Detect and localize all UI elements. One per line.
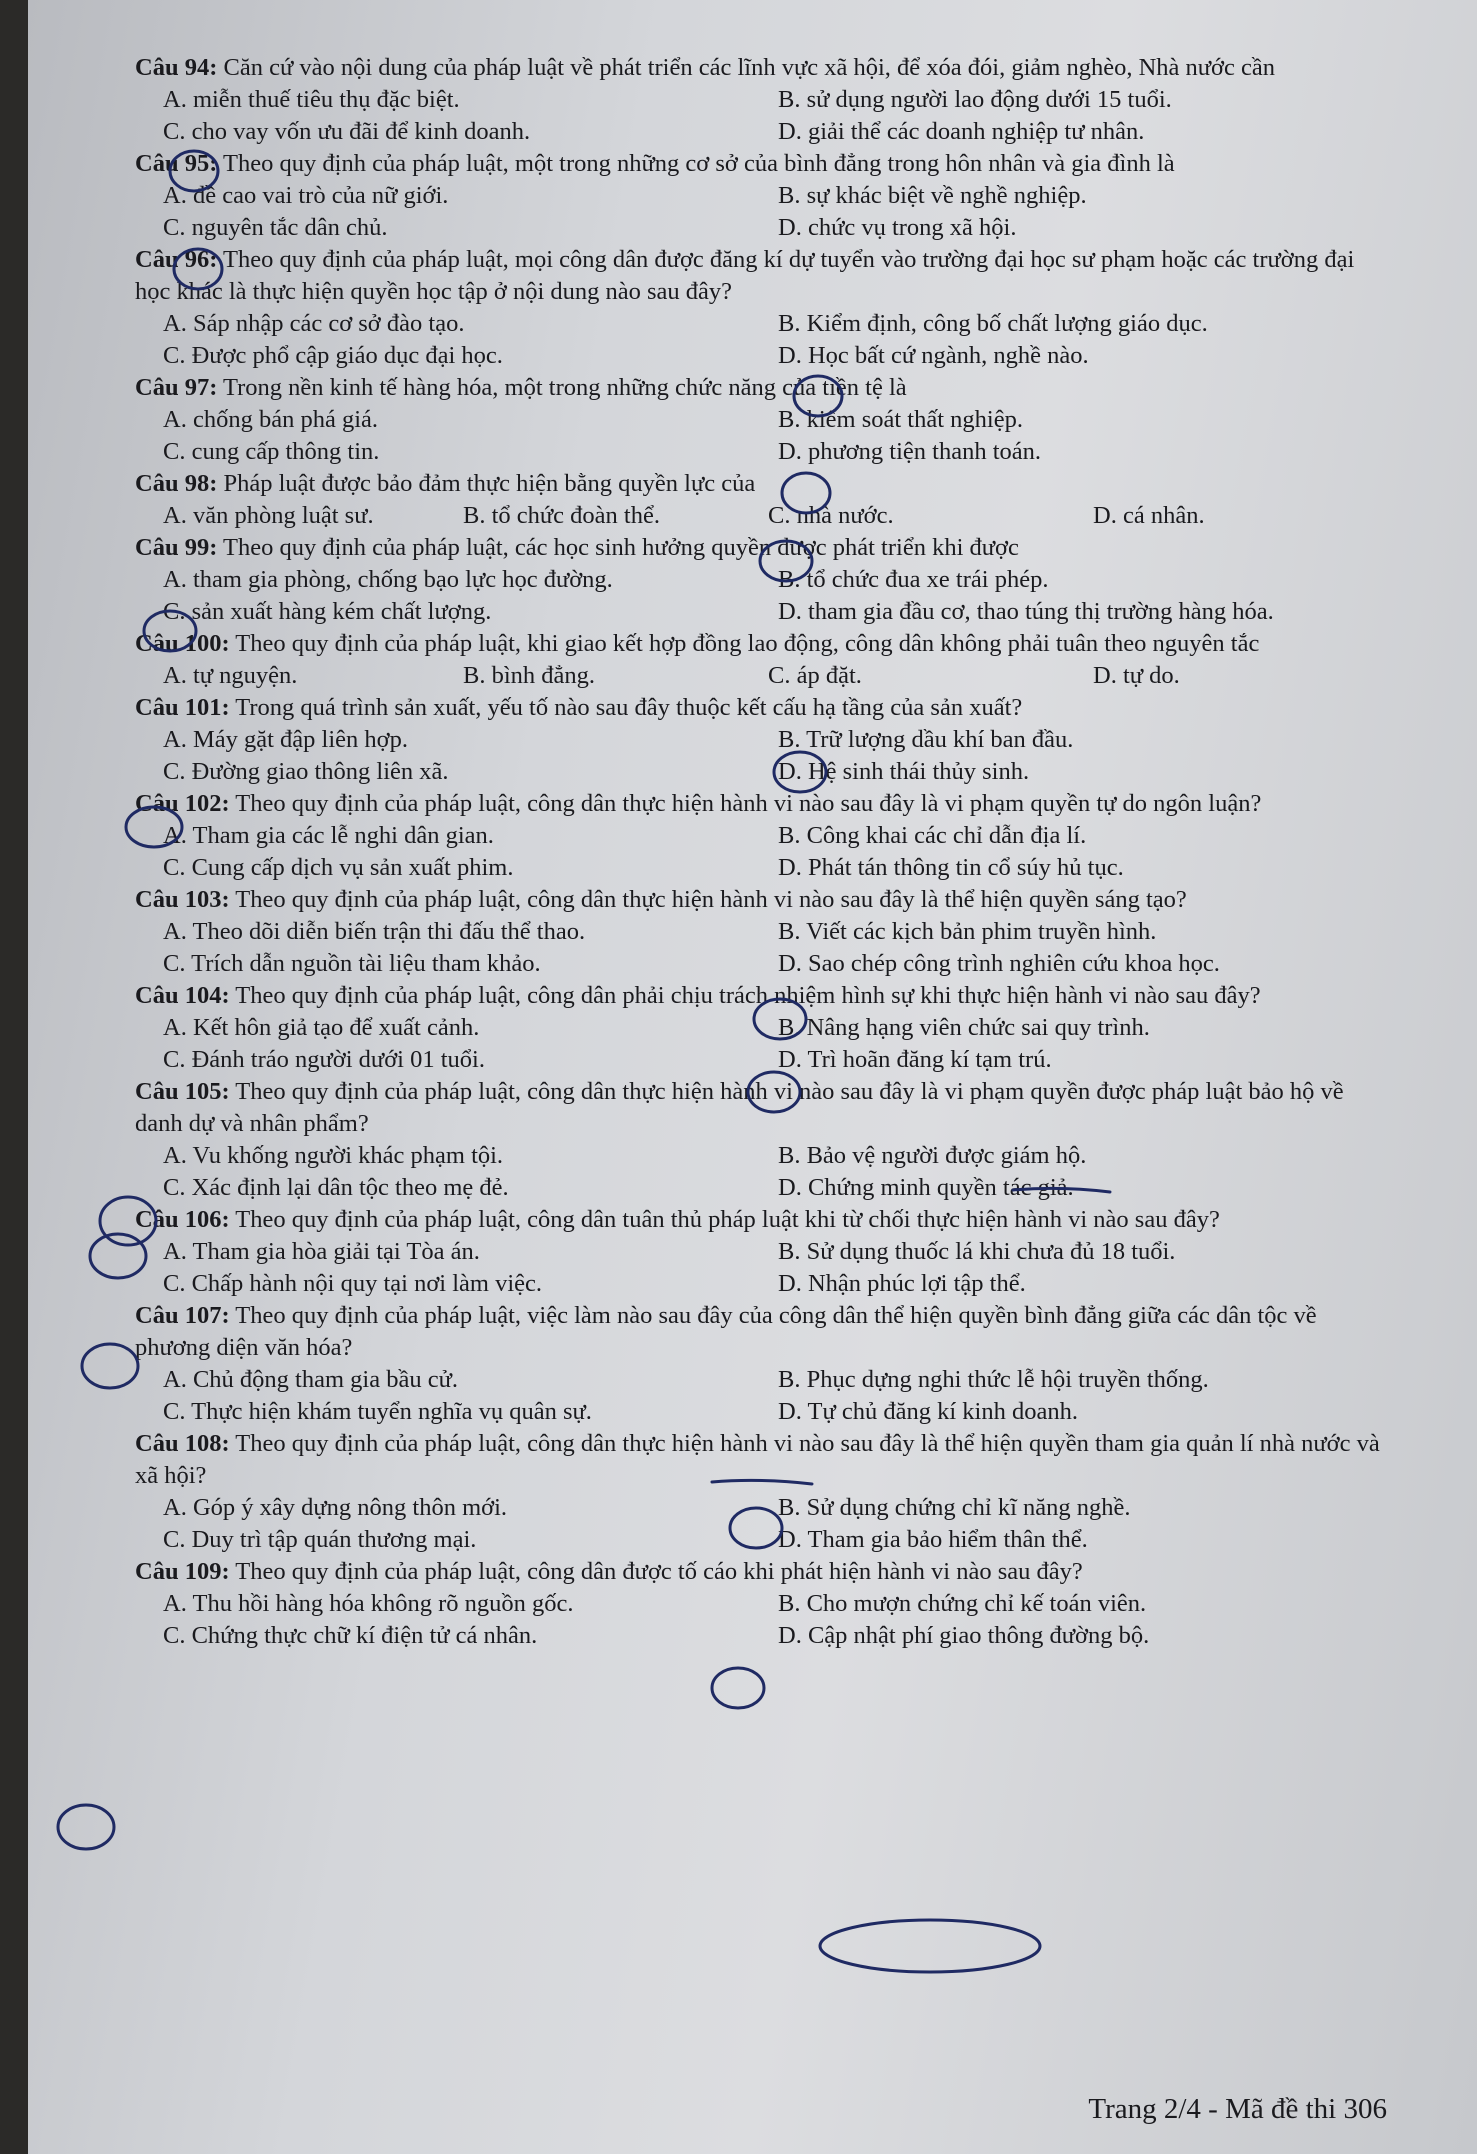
option-c[interactable]: C. áp đặt.	[768, 662, 862, 689]
question-number: Câu 96:	[135, 246, 218, 273]
options	[163, 404, 1385, 468]
options	[163, 308, 1385, 372]
question-109	[135, 1556, 1385, 1652]
option-a[interactable]: A. Góp ý xây dựng nông thôn mới.	[163, 1494, 508, 1521]
question-number: Câu 95:	[135, 150, 218, 177]
option-d[interactable]: D. giải thể các doanh nghiệp tư nhân.	[778, 118, 1145, 145]
option-c[interactable]: C. nguyên tắc dân chủ.	[163, 214, 388, 241]
question-number: Câu 106:	[135, 1206, 230, 1233]
question-text: Theo quy định của pháp luật, một trong những cơ sở của bình đẳng trong hôn nhân và gia đình là	[223, 150, 1175, 177]
question-text: Căn cứ vào nội dung của pháp luật về phát triển các lĩnh vực xã hội, để xóa đói, giảm nghèo, Nhà nước cần	[223, 54, 1276, 81]
question-number: Câu 105:	[135, 1078, 230, 1105]
question-text: Theo quy định của pháp luật, công dân thực hiện hành vi nào sau đây là vi phạm quyền tự do ngôn luận?	[235, 790, 1262, 817]
option-a[interactable]: A. đề cao vai trò của nữ giới.	[163, 182, 449, 209]
question-number: Câu 107:	[135, 1302, 230, 1329]
options	[163, 1012, 1385, 1076]
question-94	[135, 52, 1385, 148]
question-number: Câu 98:	[135, 470, 218, 497]
question-number: Câu 97:	[135, 374, 218, 401]
option-b[interactable]: B. Phục dựng nghi thức lễ hội truyền thống.	[778, 1366, 1209, 1393]
option-c[interactable]: C. Chấp hành nội quy tại nơi làm việc.	[163, 1270, 543, 1297]
option-a[interactable]: A. miễn thuế tiêu thụ đặc biệt.	[163, 86, 460, 113]
option-c[interactable]: C. nhà nước.	[768, 502, 894, 529]
question-text: Theo quy định của pháp luật, khi giao kết hợp đồng lao động, công dân không phải tuân theo nguyên tắc	[235, 630, 1260, 657]
option-b[interactable]: B. bình đẳng.	[463, 662, 596, 689]
option-c[interactable]: C. sản xuất hàng kém chất lượng.	[163, 598, 492, 625]
option-c[interactable]: C. Xác định lại dân tộc theo mẹ đẻ.	[163, 1174, 509, 1201]
option-d[interactable]: D. tham gia đầu cơ, thao túng thị trường hàng hóa.	[778, 598, 1274, 625]
option-a[interactable]: A. chống bán phá giá.	[163, 406, 378, 433]
option-c[interactable]: C. Thực hiện khám tuyển nghĩa vụ quân sự.	[163, 1398, 592, 1425]
question-text: Theo quy định của pháp luật, việc làm nào sau đây của công dân thể hiện quyền bình đẳng giữa các dân tộc về phương diện văn hóa?	[135, 1302, 1317, 1361]
option-c[interactable]: C. Đường giao thông liên xã.	[163, 758, 449, 785]
option-d[interactable]: D. Tham gia bảo hiểm thân thể.	[778, 1526, 1088, 1553]
option-b[interactable]: B. Trữ lượng dầu khí ban đầu.	[778, 726, 1074, 753]
option-d[interactable]: D. Hệ sinh thái thủy sinh.	[778, 758, 1030, 785]
options	[163, 500, 1385, 532]
option-b[interactable]: B. Kiểm định, công bố chất lượng giáo dục.	[778, 310, 1208, 337]
option-d[interactable]: D. phương tiện thanh toán.	[778, 438, 1042, 465]
option-d[interactable]: D. Nhận phúc lợi tập thể.	[778, 1270, 1026, 1297]
options	[163, 564, 1385, 628]
option-d[interactable]: D. Tự chủ đăng kí kinh doanh.	[778, 1398, 1078, 1425]
option-c[interactable]: C. Trích dẫn nguồn tài liệu tham khảo.	[163, 950, 541, 977]
question-102	[135, 788, 1385, 884]
option-b[interactable]: B. sử dụng người lao động dưới 15 tuổi.	[778, 86, 1172, 113]
option-d[interactable]: D. Trì hoãn đăng kí tạm trú.	[778, 1046, 1052, 1073]
option-a[interactable]: A. Theo dõi diễn biến trận thi đấu thể thao.	[163, 918, 586, 945]
option-c[interactable]: C. Duy trì tập quán thương mại.	[163, 1526, 477, 1553]
question-number: Câu 103:	[135, 886, 230, 913]
question-107	[135, 1300, 1385, 1428]
options	[163, 1140, 1385, 1204]
option-c[interactable]: C. cung cấp thông tin.	[163, 438, 380, 465]
option-d[interactable]: D. Phát tán thông tin cổ súy hủ tục.	[778, 854, 1124, 881]
options	[163, 84, 1385, 148]
question-text: Theo quy định của pháp luật, công dân thực hiện hành vi nào sau đây là thể hiện quyền sáng tạo?	[235, 886, 1187, 913]
question-number: Câu 101:	[135, 694, 230, 721]
option-a[interactable]: A. Máy gặt đập liên hợp.	[163, 726, 408, 753]
question-108	[135, 1428, 1385, 1556]
options	[163, 1588, 1385, 1652]
question-number: Câu 104:	[135, 982, 230, 1009]
question-text: Theo quy định của pháp luật, công dân thực hiện hành vi nào sau đây là thể hiện quyền tham gia quản lí nhà nước và xã hội?	[135, 1430, 1380, 1489]
option-b[interactable]: B. Sử dụng thuốc lá khi chưa đủ 18 tuổi.	[778, 1238, 1176, 1265]
option-a[interactable]: A. Tham gia hòa giải tại Tòa án.	[163, 1238, 480, 1265]
option-a[interactable]: A. Sáp nhập các cơ sở đào tạo.	[163, 310, 465, 337]
option-d[interactable]: D. chức vụ trong xã hội.	[778, 214, 1017, 241]
option-b[interactable]: B. tổ chức đoàn thể.	[463, 502, 660, 529]
question-101	[135, 692, 1385, 788]
question-number: Câu 102:	[135, 790, 230, 817]
page-footer: Trang 2/4 - Mã đề thi 306	[1088, 2093, 1387, 2125]
option-b[interactable]: B. kiểm soát thất nghiệp.	[778, 406, 1023, 433]
option-b[interactable]: B. tổ chức đua xe trái phép.	[778, 566, 1049, 593]
question-text: Theo quy định của pháp luật, công dân phải chịu trách nhiệm hình sự khi thực hiện hành vi nào sau đây?	[235, 982, 1261, 1009]
option-b[interactable]: B. Sử dụng chứng chỉ kĩ năng nghề.	[778, 1494, 1131, 1521]
question-103	[135, 884, 1385, 980]
option-c[interactable]: C. Cung cấp dịch vụ sản xuất phim.	[163, 854, 514, 881]
option-d[interactable]: D. cá nhân.	[1093, 502, 1205, 529]
option-b[interactable]: B. Viết các kịch bản phim truyền hình.	[778, 918, 1157, 945]
options	[163, 1492, 1385, 1556]
options	[163, 820, 1385, 884]
question-text: Theo quy định của pháp luật, công dân thực hiện hành vi nào sau đây là vi phạm quyền được pháp luật bảo hộ về danh dự và nhân phẩm?	[135, 1078, 1344, 1137]
option-b[interactable]: B. Bảo vệ người được giám hộ.	[778, 1142, 1087, 1169]
question-104	[135, 980, 1385, 1076]
option-a[interactable]: A. văn phòng luật sư.	[163, 502, 374, 529]
options	[163, 180, 1385, 244]
option-c[interactable]: C. Chứng thực chữ kí điện tử cá nhân.	[163, 1622, 538, 1649]
question-106	[135, 1204, 1385, 1300]
question-number: Câu 100:	[135, 630, 230, 657]
option-d[interactable]: D. Cập nhật phí giao thông đường bộ.	[778, 1622, 1150, 1649]
option-a[interactable]: A. tham gia phòng, chống bạo lực học đường.	[163, 566, 613, 593]
option-a[interactable]: A. Chủ động tham gia bầu cử.	[163, 1366, 458, 1393]
question-text: Theo quy định của pháp luật, mọi công dân được đăng kí dự tuyển vào trường đại học sư phạm hoặc các trường đại học khác là thực hiện quyền học tập ở nội dung nào sau đây?	[135, 246, 1355, 305]
option-a[interactable]: A. tự nguyện.	[163, 662, 298, 689]
exam-content	[135, 52, 1385, 1652]
option-c[interactable]: C. Được phổ cập giáo dục đại học.	[163, 342, 503, 369]
question-99	[135, 532, 1385, 628]
option-b[interactable]: B. Cho mượn chứng chỉ kế toán viên.	[778, 1590, 1147, 1617]
question-95	[135, 148, 1385, 244]
question-number: Câu 109:	[135, 1558, 230, 1585]
option-a[interactable]: A. Kết hôn giả tạo để xuất cảnh.	[163, 1014, 480, 1041]
question-97	[135, 372, 1385, 468]
question-98	[135, 468, 1385, 532]
question-100	[135, 628, 1385, 692]
question-number: Câu 108:	[135, 1430, 230, 1457]
option-c[interactable]: C. cho vay vốn ưu đãi để kinh doanh.	[163, 118, 531, 145]
option-a[interactable]: A. Thu hồi hàng hóa không rõ nguồn gốc.	[163, 1590, 574, 1617]
options	[163, 1236, 1385, 1300]
question-text: Theo quy định của pháp luật, công dân được tố cáo khi phát hiện hành vi nào sau đây?	[235, 1558, 1083, 1585]
option-d[interactable]: D. Sao chép công trình nghiên cứu khoa học.	[778, 950, 1220, 977]
question-105	[135, 1076, 1385, 1204]
option-d[interactable]: D. Chứng minh quyền tác giả.	[778, 1174, 1074, 1201]
option-b[interactable]: B. sự khác biệt về nghề nghiệp.	[778, 182, 1087, 209]
option-a[interactable]: A. Vu khống người khác phạm tội.	[163, 1142, 504, 1169]
question-text: Trong nền kinh tế hàng hóa, một trong những chức năng của tiền tệ là	[223, 374, 907, 401]
question-text: Trong quá trình sản xuất, yếu tố nào sau đây thuộc kết cấu hạ tầng của sản xuất?	[235, 694, 1023, 721]
question-text: Pháp luật được bảo đảm thực hiện bằng quyền lực của	[223, 470, 756, 497]
option-c[interactable]: C. Đánh tráo người dưới 01 tuổi.	[163, 1046, 485, 1073]
options	[163, 724, 1385, 788]
option-d[interactable]: D. Học bất cứ ngành, nghề nào.	[778, 342, 1089, 369]
question-96	[135, 244, 1385, 372]
options	[163, 1364, 1385, 1428]
option-a[interactable]: A. Tham gia các lễ nghi dân gian.	[163, 822, 494, 849]
question-number: Câu 94:	[135, 54, 218, 81]
option-b[interactable]: B. Công khai các chỉ dẫn địa lí.	[778, 822, 1087, 849]
options	[163, 916, 1385, 980]
question-text: Theo quy định của pháp luật, các học sinh hưởng quyền được phát triển khi được	[223, 534, 1019, 561]
option-b[interactable]: B. Nâng hạng viên chức sai quy trình.	[778, 1014, 1150, 1041]
options	[163, 660, 1385, 692]
question-number: Câu 99:	[135, 534, 218, 561]
option-d[interactable]: D. tự do.	[1093, 662, 1180, 689]
question-text: Theo quy định của pháp luật, công dân tuân thủ pháp luật khi từ chối thực hiện hành vi nào sau đây?	[235, 1206, 1220, 1233]
